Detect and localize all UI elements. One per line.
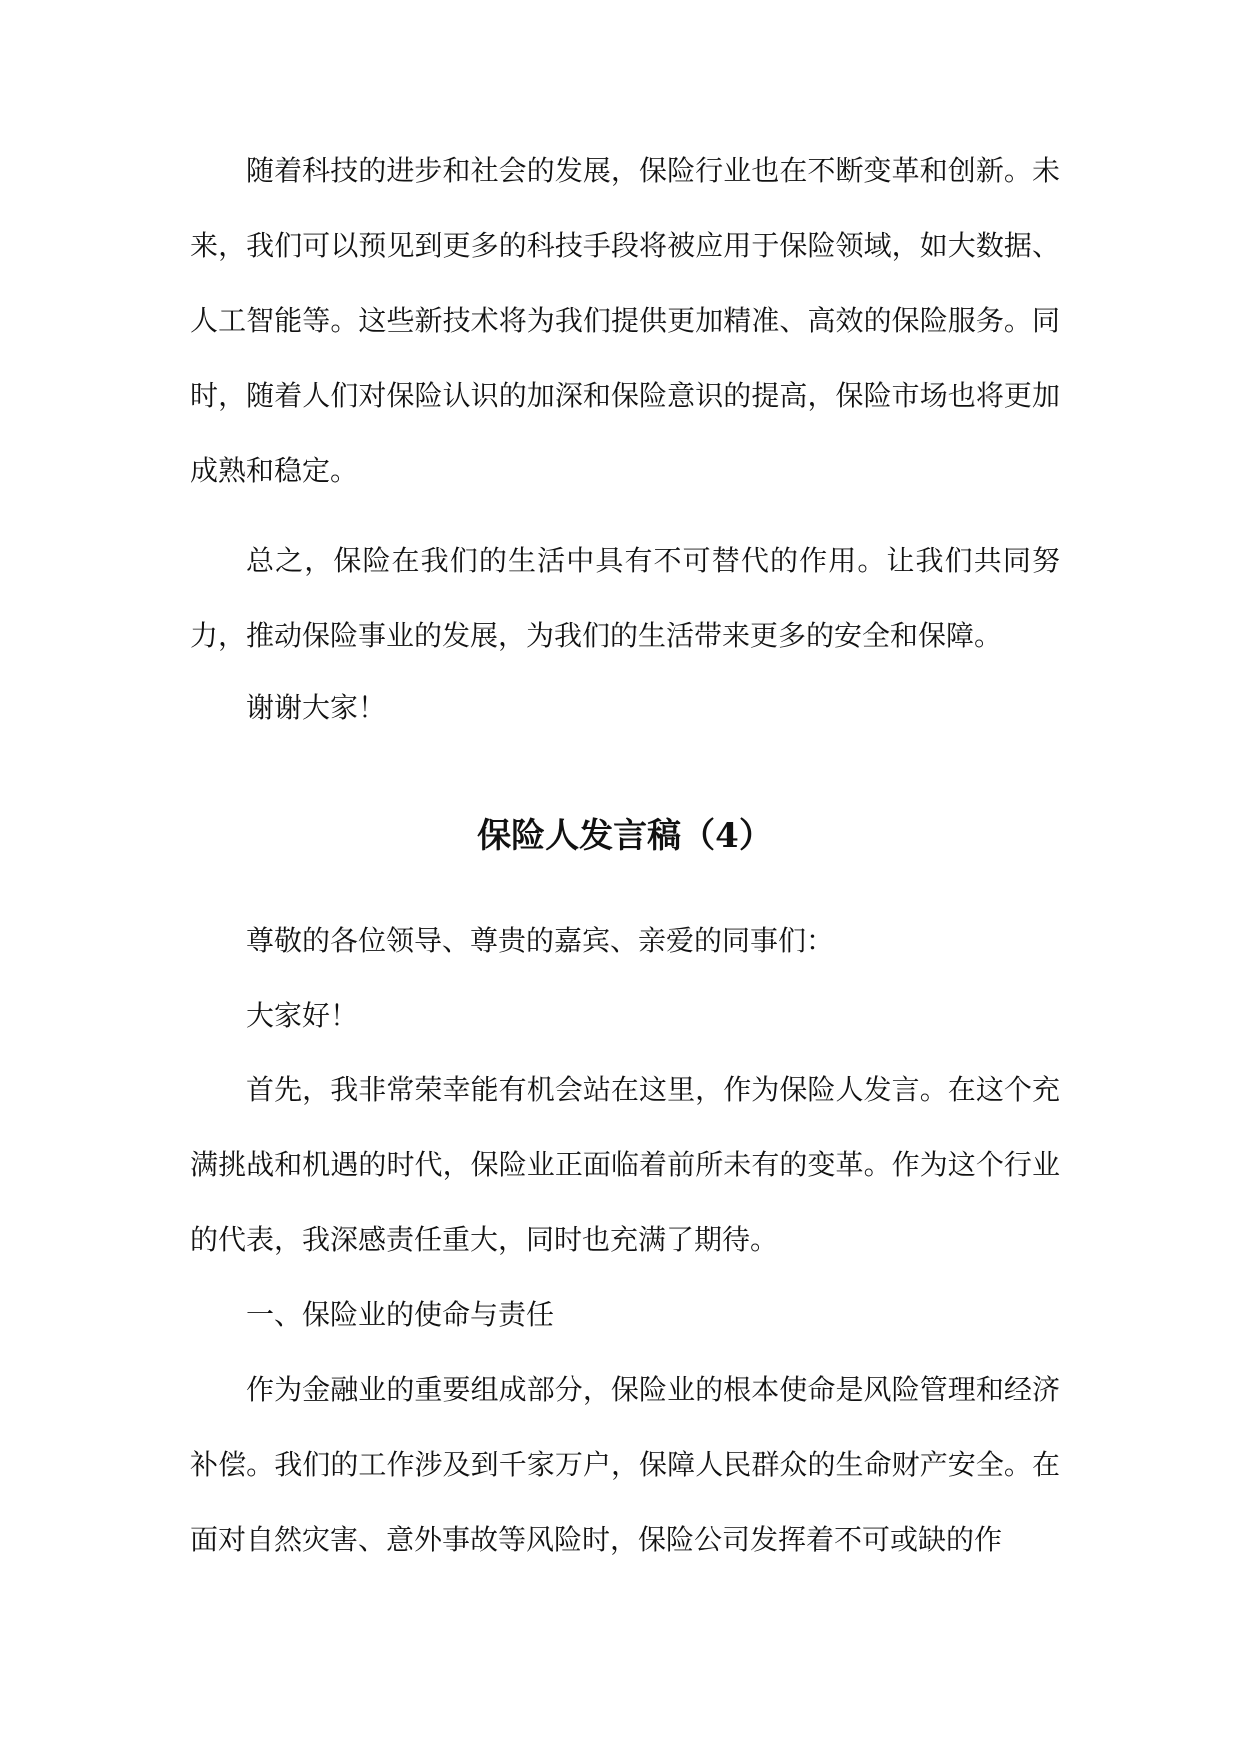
paragraph-conclusion: 总之，保险在我们的生活中具有不可替代的作用。让我们共同努力，推动保险事业的发展，为我们的生活带来更多的安全和保障。 [190,544,1060,652]
paragraph-greeting: 大家好！ [246,999,359,1032]
paragraph-tech-future: 随着科技的进步和社会的发展，保险行业也在不断变革和创新。未来，我们可以预见到更多的科技手段将被应用于保险领域，如大数据、人工智能等。这些新技术将为我们提供更加精准、高效的保险服务。同时，随着人们对保险认识的加深和保险意识的提高，保险市场也将更加成熟和稳定。 [190,154,1060,487]
section-heading-mission: 一、保险业的使命与责任 [246,1298,555,1331]
paragraph-opening: 首先，我非常荣幸能有机会站在这里，作为保险人发言。在这个充满挑战和机遇的时代，保险业正面临着前所未有的变革。作为这个行业的代表，我深感责任重大，同时也充满了期待。 [190,1073,1060,1256]
paragraph-thanks: 谢谢大家！ [246,691,387,724]
paragraph-mission: 作为金融业的重要组成部分，保险业的根本使命是风险管理和经济补偿。我们的工作涉及到千家万户，保障人民群众的生命财产安全。在面对自然灾害、意外事故等风险时，保险公司发挥着不可或缺的作 [190,1373,1060,1556]
paragraph-salutation: 尊敬的各位领导、尊贵的嘉宾、亲爱的同事们： [246,924,835,957]
section-title: 保险人发言稿（4） [477,815,773,856]
